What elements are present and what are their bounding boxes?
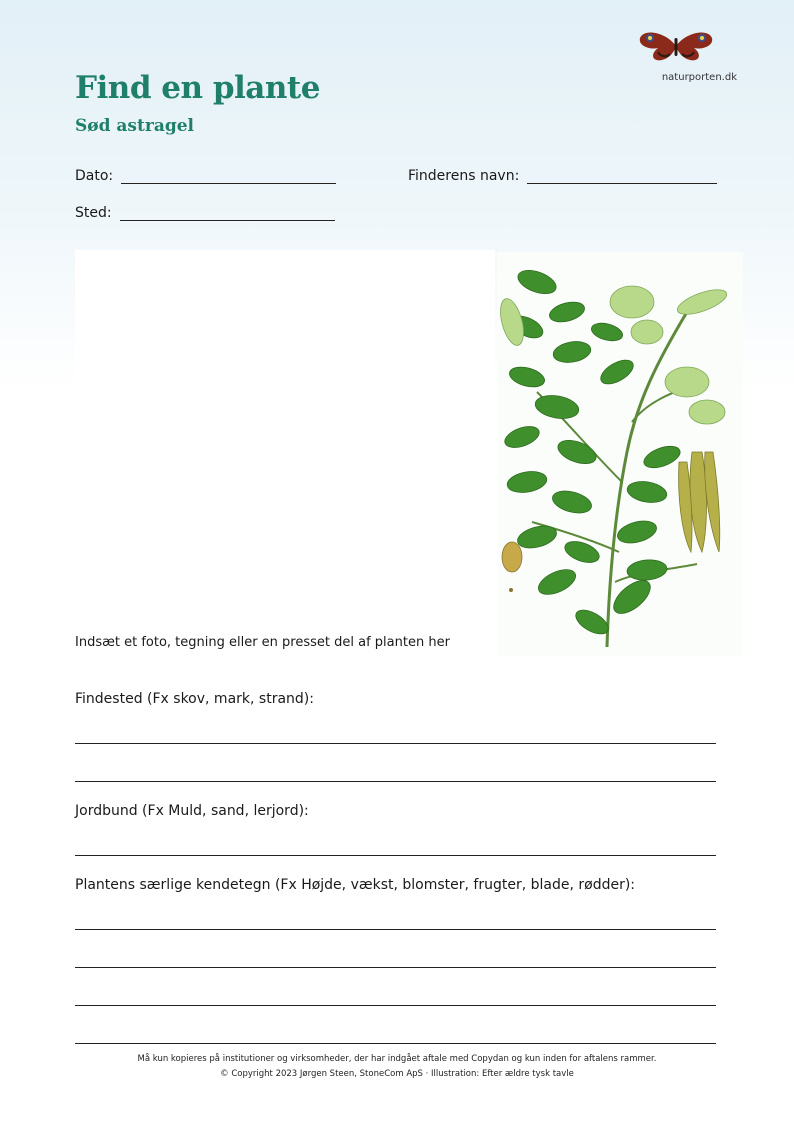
photo-area (75, 250, 495, 630)
place-write-line (120, 206, 335, 221)
place-field (75, 205, 335, 221)
features-label: Plantens særlige kendetegn (Fx Højde, vækst, blomster, frugter, blade, rødder): (75, 877, 636, 893)
footer-license: Må kun kopieres på institutioner og virksomheder, der har indgået aftale med Copydan og kun inden for aftalens rammer. (137, 1054, 657, 1064)
features-write-line (75, 1043, 716, 1044)
soil-write-line (75, 855, 716, 856)
habitat-write-line (75, 743, 716, 744)
photo-caption: Indsæt et foto, tegning eller en presset del af planten her (75, 635, 450, 650)
finder-label: Finderens navn: (408, 168, 520, 184)
features-write-line (75, 1005, 716, 1006)
finder-write-line (527, 169, 717, 184)
plant-name: Sød astragel (75, 116, 194, 136)
features-write-line (75, 929, 716, 930)
site-name: naturporten.dk (661, 72, 737, 83)
habitat-label: Findested (Fx skov, mark, strand): (75, 691, 314, 707)
finder-field (408, 168, 717, 184)
features-write-line (75, 967, 716, 968)
date-label: Dato: (75, 168, 114, 184)
date-write-line (121, 169, 336, 184)
plant-illustration (497, 252, 743, 656)
page-title: Find en plante (75, 70, 320, 106)
butterfly-icon (636, 28, 716, 64)
soil-label: Jordbund (Fx Muld, sand, lerjord): (75, 803, 309, 819)
place-label: Sted: (75, 205, 112, 221)
habitat-write-line (75, 781, 716, 782)
date-field (75, 168, 336, 184)
footer-copyright: © Copyright 2023 Jørgen Steen, StoneCom ApS · Illustration: Efter ældre tysk tavle (220, 1069, 574, 1079)
